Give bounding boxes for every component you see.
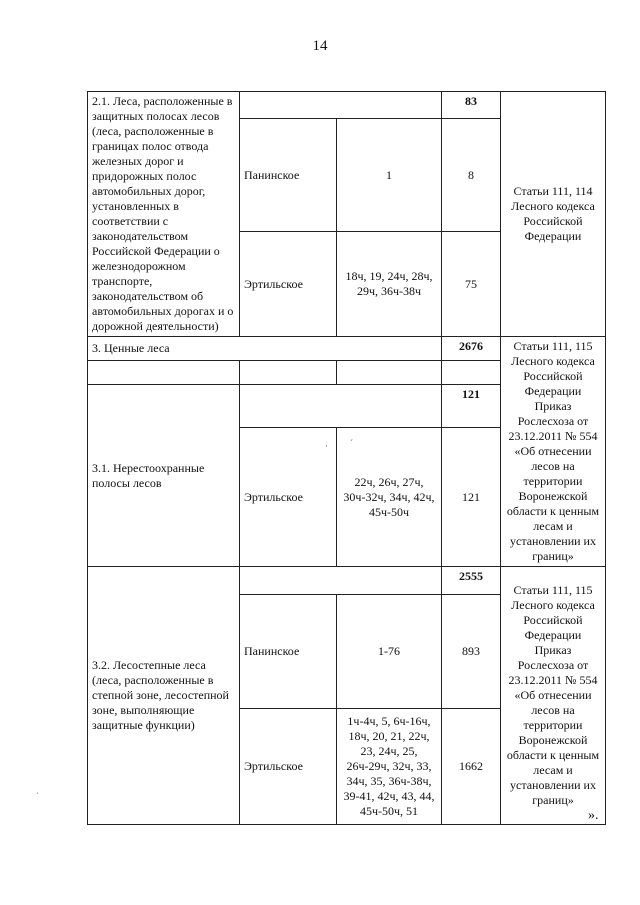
table-row xyxy=(88,337,606,361)
area-cell: 8 xyxy=(442,119,501,232)
total-area-cell: 121 xyxy=(442,385,501,428)
category-cell: 3. Ценные леса xyxy=(88,337,442,361)
empty-cell xyxy=(240,385,442,428)
quarters-cell: 18ч, 19, 24ч, 28ч, 29ч, 36ч-38ч xyxy=(337,232,442,337)
quarters-cell: 1ч-4ч, 5, 6ч-16ч, 18ч, 20, 21, 22ч, 23, 24ч, 25, 26ч-29ч, 32ч, 33, 34ч, 35, 36ч-38ч, 39-41, 42ч, 43, 44, 45ч-50ч, 51 xyxy=(337,709,442,825)
closing-quote: ». xyxy=(588,808,599,823)
forest-category-table xyxy=(87,91,606,825)
district-cell: Эртильское xyxy=(240,428,337,567)
district-cell: Эртильское xyxy=(240,709,337,825)
area-cell: 1662 xyxy=(442,709,501,825)
empty-cell xyxy=(337,361,442,385)
district-cell: Панинское xyxy=(240,595,337,709)
district-cell: Эртильское xyxy=(240,232,337,337)
scan-speck: · xyxy=(325,441,328,451)
legal-basis-cell: Статьи 111, 114 Лесного кодекса Российской Федерации xyxy=(501,92,606,337)
area-cell: 121 xyxy=(442,428,501,567)
area-cell: 75 xyxy=(442,232,501,337)
scan-speck: ˌ xyxy=(36,784,39,794)
total-area-cell: 83 xyxy=(442,92,501,119)
table-row xyxy=(88,92,606,119)
quarters-cell: 1-76 xyxy=(337,595,442,709)
category-cell: 3.2. Лесостепные леса (леса, расположенные в степной зоне, лесостепной зоне, выполняющие защитные функции) xyxy=(88,567,240,825)
empty-cell xyxy=(240,92,442,119)
forest-table-wrapper xyxy=(87,91,606,825)
category-cell: 3.1. Нерестоохранные полосы лесов xyxy=(88,385,240,567)
legal-basis-cell: Статьи 111, 115 Лесного кодекса Российской Федерации Приказ Рослесхоза от 23.12.2011 № 554 «Об отнесении лесов на территории Воронежской области к ценным лесам и установлении их границ» xyxy=(501,337,606,567)
area-cell: 893 xyxy=(442,595,501,709)
legal-basis-cell: Статьи 111, 115 Лесного кодекса Российской Федерации Приказ Рослесхоза от 23.12.2011 № 554 «Об отнесении лесов на территории Воронежской области к ценным лесам и установлении их границ» xyxy=(501,567,606,825)
empty-cell xyxy=(240,361,337,385)
page-number: 14 xyxy=(312,38,328,54)
quarters-cell: 22ч, 26ч, 27ч, 30ч-32ч, 34ч, 42ч, 45ч-50ч xyxy=(337,428,442,567)
table-row xyxy=(88,567,606,595)
total-area-cell: 2555 xyxy=(442,567,501,595)
scan-speck: ´ xyxy=(350,438,353,448)
empty-cell xyxy=(240,567,442,595)
empty-cell xyxy=(442,361,501,385)
category-cell: 2.1. Леса, расположенные в защитных полосах лесов (леса, расположенные в границах полос отвода железных дорог и придорожных полос автомобильных дорог, установленных в соответствии с законодательством Российской Федерации о железнодорожном транспорте, законодательством об автомобильных дорогах и о дорожной деятельности) xyxy=(88,92,240,337)
district-cell: Панинское xyxy=(240,119,337,232)
quarters-cell: 1 xyxy=(337,119,442,232)
including-label xyxy=(88,361,240,385)
total-area-cell: 2676 xyxy=(442,337,501,361)
